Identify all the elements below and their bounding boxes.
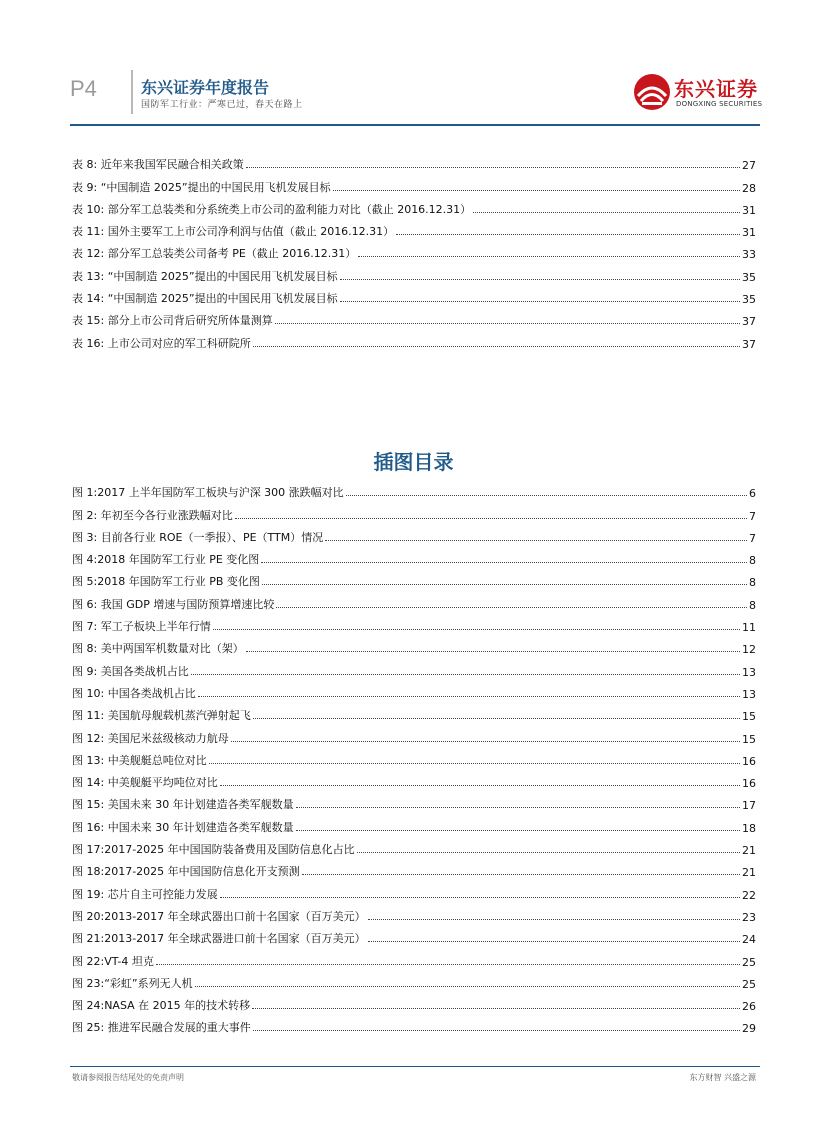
- toc-entry[interactable]: [72, 567, 756, 589]
- toc-entry-label: 表 11: 国外主要军工上市公司净利润与估值（截止 2016.12.31）: [72, 225, 395, 239]
- toc-entry-page: 35: [742, 270, 756, 284]
- toc-entry-page: 8: [749, 576, 756, 590]
- logo-text-en: DONGXING SECURITIES: [676, 100, 763, 108]
- toc-entry[interactable]: [72, 1013, 756, 1035]
- toc-entry-page: 29: [742, 1022, 756, 1036]
- toc-entry-label: 图 10: 中国各类战机占比: [72, 686, 196, 700]
- toc-entry-page: 31: [742, 203, 756, 217]
- toc-leader-dots: [220, 785, 740, 786]
- toc-leader-dots: [346, 495, 747, 496]
- footer-rule: [70, 1066, 760, 1067]
- toc-entry-label: 图 21:2013-2017 年全球武器进口前十名国家（百万美元）: [72, 932, 366, 946]
- toc-entry-label: 表 13: “中国制造 2025”提出的中国民用飞机发展目标: [72, 269, 338, 283]
- toc-entry-page: 15: [742, 732, 756, 746]
- logo-text-cn: 东兴证券: [674, 77, 758, 101]
- dongxing-logo-icon: [632, 72, 672, 112]
- toc-entry-label: 图 17:2017-2025 年中国国防装备费用及国防信息化占比: [72, 843, 355, 857]
- toc-entry[interactable]: [72, 946, 756, 968]
- toc-entry-label: 图 20:2013-2017 年全球武器出口前十名国家（百万美元）: [72, 909, 366, 923]
- toc-entry[interactable]: [72, 284, 756, 306]
- toc-leader-dots: [198, 696, 740, 697]
- company-logo: [632, 70, 762, 114]
- toc-entry-label: 图 18:2017-2025 年中国国防信息化开支预测: [72, 865, 300, 879]
- toc-entry[interactable]: [72, 746, 756, 768]
- toc-entry[interactable]: [72, 500, 756, 522]
- toc-leader-dots: [368, 919, 740, 920]
- toc-leader-dots: [368, 941, 740, 942]
- toc-entry-page: 16: [742, 754, 756, 768]
- toc-entry-page: 21: [742, 866, 756, 880]
- report-subtitle: 国防军工行业：严寒已过，春天在路上: [141, 100, 303, 110]
- toc-entry-label: 表 12: 部分军工总装类公司备考 PE（截止 2016.12.31）: [72, 247, 357, 261]
- toc-leader-dots: [340, 301, 740, 302]
- toc-entry[interactable]: [72, 634, 756, 656]
- toc-entry[interactable]: [72, 217, 756, 239]
- toc-entry[interactable]: [72, 545, 756, 567]
- toc-entry-page: 15: [742, 710, 756, 724]
- toc-entry[interactable]: [72, 835, 756, 857]
- toc-leader-dots: [156, 964, 740, 965]
- toc-entry-label: 表 8: 近年来我国军民融合相关政策: [72, 158, 244, 172]
- toc-leader-dots: [357, 852, 740, 853]
- toc-entry[interactable]: [72, 328, 756, 350]
- toc-entry-page: 22: [742, 888, 756, 902]
- toc-entry-label: 图 12: 美国尼米兹级核动力航母: [72, 731, 229, 745]
- toc-leader-dots: [325, 540, 747, 541]
- toc-entry-page: 25: [742, 955, 756, 969]
- toc-entry[interactable]: [72, 172, 756, 194]
- toc-leader-dots: [296, 830, 740, 831]
- header-rule: [70, 124, 760, 126]
- toc-entry[interactable]: [72, 902, 756, 924]
- toc-leader-dots: [261, 562, 747, 563]
- tables-toc: [72, 150, 756, 351]
- toc-entry-page: 13: [742, 665, 756, 679]
- toc-entry-label: 图 6: 我国 GDP 增速与国防预算增速比较: [72, 597, 275, 611]
- toc-entry-page: 24: [742, 933, 756, 947]
- toc-leader-dots: [231, 741, 740, 742]
- toc-entry-label: 图 8: 美中两国军机数量对比（架）: [72, 642, 244, 656]
- toc-leader-dots: [333, 190, 740, 191]
- toc-entry[interactable]: [72, 679, 756, 701]
- toc-entry-label: 图 9: 美国各类战机占比: [72, 664, 189, 678]
- toc-leader-dots: [340, 279, 740, 280]
- toc-leader-dots: [358, 256, 740, 257]
- toc-entry[interactable]: [72, 991, 756, 1013]
- toc-entry-label: 图 4:2018 年国防军工行业 PE 变化图: [72, 553, 260, 567]
- toc-entry[interactable]: [72, 812, 756, 834]
- toc-leader-dots: [396, 234, 740, 235]
- toc-leader-dots: [296, 807, 740, 808]
- toc-entry-page: 11: [742, 621, 756, 635]
- report-title: 东兴证券年度报告: [141, 78, 270, 97]
- toc-entry-label: 图 25: 推进军民融合发展的重大事件: [72, 1021, 251, 1035]
- toc-entry-page: 27: [742, 159, 756, 173]
- toc-entry-label: 表 9: “中国制造 2025”提出的中国民用飞机发展目标: [72, 180, 331, 194]
- toc-entry[interactable]: [72, 701, 756, 723]
- toc-entry-page: 35: [742, 293, 756, 307]
- toc-entry[interactable]: [72, 879, 756, 901]
- toc-leader-dots: [262, 584, 747, 585]
- toc-entry-label: 图 15: 美国未来 30 年计划建造各类军舰数量: [72, 798, 294, 812]
- toc-leader-dots: [195, 986, 740, 987]
- toc-entry-label: 图 19: 芯片自主可控能力发展: [72, 887, 218, 901]
- toc-entry-page: 33: [742, 248, 756, 262]
- toc-entry[interactable]: [72, 924, 756, 946]
- toc-entry[interactable]: [72, 478, 756, 500]
- toc-entry-label: 图 3: 目前各行业 ROE（一季报）、PE（TTM）情况: [72, 530, 324, 544]
- toc-entry[interactable]: [72, 306, 756, 328]
- toc-entry-page: 12: [742, 643, 756, 657]
- toc-entry-label: 图 22:VT-4 坦克: [72, 954, 154, 968]
- toc-entry[interactable]: [72, 857, 756, 879]
- toc-entry[interactable]: [72, 239, 756, 261]
- toc-entry[interactable]: [72, 969, 756, 991]
- toc-entry-label: 图 23:“彩虹”系列无人机: [72, 976, 193, 990]
- toc-entry-label: 表 16: 上市公司对应的军工科研院所: [72, 336, 251, 350]
- toc-entry[interactable]: [72, 723, 756, 745]
- toc-entry[interactable]: [72, 150, 756, 172]
- toc-entry-page: 21: [742, 844, 756, 858]
- toc-entry[interactable]: [72, 195, 756, 217]
- toc-leader-dots: [276, 607, 747, 608]
- toc-entry-page: 37: [742, 315, 756, 329]
- toc-entry-page: 8: [749, 554, 756, 568]
- toc-entry-label: 图 1:2017 上半年国防军工板块与沪深 300 涨跌幅对比: [72, 486, 344, 500]
- toc-entry[interactable]: [72, 612, 756, 634]
- toc-entry[interactable]: [72, 656, 756, 678]
- toc-entry-page: 6: [749, 487, 756, 501]
- toc-leader-dots: [220, 897, 740, 898]
- toc-leader-dots: [275, 323, 740, 324]
- toc-leader-dots: [213, 629, 740, 630]
- page-number: P4: [70, 76, 97, 101]
- toc-leader-dots: [209, 763, 740, 764]
- toc-entry-label: 图 24:NASA 在 2015 年的技术转移: [72, 999, 251, 1013]
- toc-entry-label: 图 14: 中美舰艇平均吨位对比: [72, 776, 218, 790]
- toc-leader-dots: [191, 674, 740, 675]
- toc-leader-dots: [253, 346, 740, 347]
- toc-entry-page: 7: [749, 531, 756, 545]
- toc-entry-page: 37: [742, 337, 756, 351]
- toc-entry-page: 26: [742, 1000, 756, 1014]
- footer-slogan: 东方财智 兴盛之源: [689, 1073, 756, 1082]
- toc-leader-dots: [473, 212, 740, 213]
- toc-entry-label: 图 11: 美国航母舰载机蒸汽弹射起飞: [72, 709, 251, 723]
- toc-entry-label: 表 15: 部分上市公司背后研究所体量测算: [72, 314, 273, 328]
- figures-toc: [72, 478, 756, 1035]
- toc-entry-page: 16: [742, 777, 756, 791]
- toc-leader-dots: [246, 651, 740, 652]
- toc-entry-label: 图 16: 中国未来 30 年计划建造各类军舰数量: [72, 820, 294, 834]
- header-divider: [131, 70, 133, 114]
- toc-entry-page: 13: [742, 687, 756, 701]
- toc-leader-dots: [253, 718, 740, 719]
- toc-entry-page: 17: [742, 799, 756, 813]
- toc-entry-page: 7: [749, 509, 756, 523]
- toc-entry[interactable]: [72, 790, 756, 812]
- figures-section-title: 插图目录: [373, 450, 454, 474]
- toc-entry-label: 图 13: 中美舰艇总吨位对比: [72, 753, 207, 767]
- toc-entry-page: 25: [742, 977, 756, 991]
- toc-entry[interactable]: [72, 261, 756, 283]
- toc-entry-page: 31: [742, 226, 756, 240]
- toc-entry-page: 18: [742, 821, 756, 835]
- toc-entry-page: 28: [742, 181, 756, 195]
- toc-entry-label: 图 2: 年初至今各行业涨跌幅对比: [72, 508, 233, 522]
- toc-leader-dots: [302, 874, 740, 875]
- toc-leader-dots: [252, 1008, 740, 1009]
- toc-entry[interactable]: [72, 768, 756, 790]
- toc-entry-label: 表 10: 部分军工总装类和分系统类上市公司的盈利能力对比（截止 2016.12.31）: [72, 202, 472, 216]
- toc-entry[interactable]: [72, 589, 756, 611]
- toc-leader-dots: [235, 518, 747, 519]
- toc-entry[interactable]: [72, 523, 756, 545]
- footer-disclaimer: 敬请参阅报告结尾处的免责声明: [72, 1073, 184, 1082]
- toc-entry-page: 23: [742, 910, 756, 924]
- toc-leader-dots: [246, 167, 740, 168]
- toc-entry-page: 8: [749, 598, 756, 612]
- toc-leader-dots: [253, 1030, 740, 1031]
- toc-entry-label: 图 7: 军工子板块上半年行情: [72, 620, 211, 634]
- toc-entry-label: 表 14: “中国制造 2025”提出的中国民用飞机发展目标: [72, 292, 338, 306]
- toc-entry-label: 图 5:2018 年国防军工行业 PB 变化图: [72, 575, 260, 589]
